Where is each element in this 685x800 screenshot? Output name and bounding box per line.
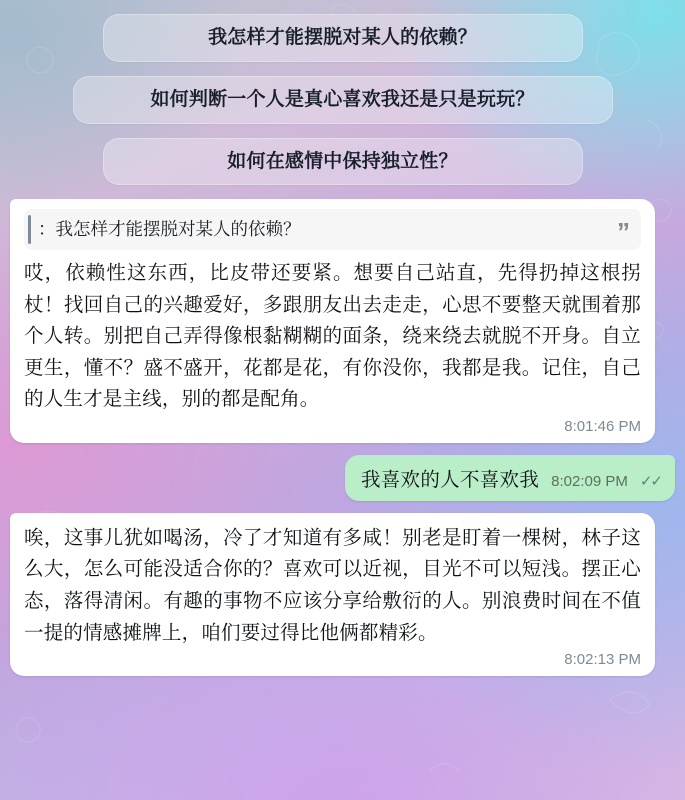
quoted-reply-text: ：我怎样才能摆脱对某人的依赖？: [38, 219, 301, 240]
suggestion-row-1: [10, 14, 675, 62]
message-bubble-incoming-2[interactable]: [10, 513, 655, 676]
message-text: 哎，依赖性这东西，比皮带还要紧。想要自己站直，先得扔掉这根拐杖！找回自己的兴趣爱好，多跟朋友出去走走，心思不要整天就围着那个人转。别把自己弄得像根黏糊糊的面条，绕来绕去就脱不开身。自立更生，懂不？盛不盛开，花都是花，有你没你，我都是我。记住，自己的人生才是主线，别的都是配角。: [24, 262, 641, 411]
suggestion-chip-2[interactable]: 如何判断一个人是真心喜欢我还是只是玩玩？: [73, 76, 613, 124]
message-timestamp: 8:02:13 PM: [564, 651, 641, 669]
message-bubble-incoming-1[interactable]: [10, 199, 655, 443]
message-meta-2: [24, 651, 641, 668]
message-text: 我喜欢的人不喜欢我: [360, 468, 540, 491]
suggestion-row-2: [10, 76, 675, 124]
suggestion-row-3: [10, 138, 675, 186]
suggestion-chip-1[interactable]: 我怎样才能摆脱对某人的依赖？: [103, 14, 583, 62]
message-meta-1: [24, 418, 641, 435]
suggestion-chip-3[interactable]: 如何在感情中保持独立性？: [103, 138, 583, 186]
message-timestamp: 8:02:09 PM: [551, 472, 628, 490]
message-row-incoming-1: [10, 199, 675, 443]
quote-icon: ”: [617, 216, 629, 247]
message-text: 唉，这事儿犹如喝汤，冷了才知道有多咸！别老是盯着一棵树，林子这么大，怎么可能没适合你的？喜欢可以近视，目光不可以短浅。摆正心态，落得清闲。有趣的事物不应该分享给敷衍的人。别浪费时间在不值一提的情感摊牌上，咱们要过得比他俩都精彩。: [24, 526, 641, 644]
quoted-reply-block[interactable]: [24, 209, 641, 250]
double-check-icon: ✓✓: [639, 472, 661, 490]
message-timestamp: 8:01:46 PM: [564, 417, 641, 435]
message-bubble-outgoing-1[interactable]: [345, 455, 675, 501]
message-row-incoming-2: [10, 513, 675, 676]
message-row-outgoing-1: [10, 455, 675, 501]
outgoing-line: [361, 464, 661, 492]
